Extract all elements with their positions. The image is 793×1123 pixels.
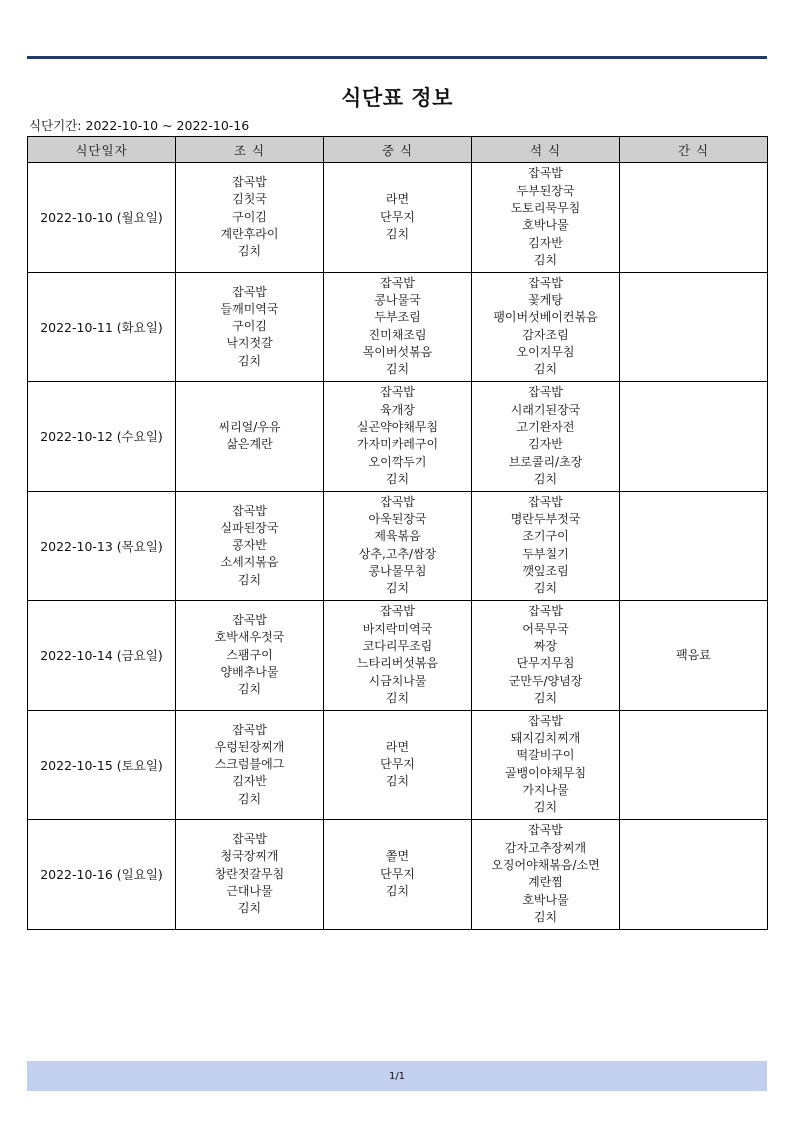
menu-item: 계란찜: [528, 875, 563, 890]
menu-item: 팽이버섯베이컨볶음: [493, 310, 598, 325]
menu-item: 목이버섯볶음: [362, 345, 433, 360]
lunch-cell: [324, 491, 472, 601]
menu-item: 김치: [533, 581, 558, 596]
menu-item: 감자조림: [522, 327, 569, 342]
date-cell: 2022-10-13 (목요일): [28, 491, 176, 601]
table-row: [28, 382, 768, 492]
menu-item: 김치: [385, 362, 410, 377]
menu-item: 골뱅이야채무침: [504, 765, 587, 780]
menu-item: 김치: [533, 690, 558, 705]
menu-item: 김치: [237, 791, 262, 806]
meal-table: [27, 136, 768, 930]
lunch-cell: [324, 382, 472, 492]
date-cell: 2022-10-11 (화요일): [28, 272, 176, 382]
menu-item: 김치: [385, 690, 410, 705]
menu-item: 김치: [237, 901, 262, 916]
menu-item: 도토리묵무침: [510, 200, 581, 215]
table-row: [28, 820, 768, 930]
menu-item: 브로콜리/초장: [508, 454, 583, 469]
menu-item: 라면: [385, 739, 410, 754]
page-indicator: 1/1: [388, 1070, 406, 1082]
menu-item: 삶은계란: [226, 437, 273, 452]
menu-item: 시금치나물: [368, 673, 427, 688]
menu-item: 호박새우젓국: [214, 630, 285, 645]
menu-item: 김치: [385, 471, 410, 486]
menu-item: 육개장: [380, 402, 415, 417]
date-cell: 2022-10-16 (일요일): [28, 820, 176, 930]
menu-item: 김치: [385, 883, 410, 898]
menu-item: 소세지볶음: [220, 555, 279, 570]
menu-item: 스크럼블에그: [214, 757, 285, 772]
dinner-cell: [472, 163, 620, 273]
table-row: [28, 710, 768, 820]
menu-item: 떡갈비구이: [516, 748, 575, 763]
dinner-cell: [472, 491, 620, 601]
menu-item: 구이김: [232, 209, 267, 224]
table-row: [28, 163, 768, 273]
menu-item: 근대나물: [226, 883, 273, 898]
breakfast-cell: [176, 163, 324, 273]
page-title: 식단표 정보: [341, 86, 453, 110]
menu-item: 김치: [533, 252, 558, 267]
dinner-cell: [472, 382, 620, 492]
menu-item: 구이김: [232, 319, 267, 334]
menu-item: 잡곡밥: [232, 284, 267, 299]
breakfast-cell: [176, 272, 324, 382]
lunch-cell: [324, 163, 472, 273]
menu-item: 김자반: [528, 437, 563, 452]
menu-item: 잡곡밥: [528, 604, 563, 619]
menu-item: 낙지젓갈: [226, 336, 273, 351]
menu-item: 김치: [533, 362, 558, 377]
menu-item: 호박나물: [522, 892, 569, 907]
menu-item: 잡곡밥: [528, 494, 563, 509]
menu-item: 호박나물: [522, 218, 569, 233]
menu-item: 쫄면: [385, 849, 410, 864]
menu-item: 명란두부젓국: [510, 512, 581, 527]
menu-item: 오이깍두기: [368, 454, 427, 469]
menu-item: 짜장: [533, 638, 558, 653]
table-row: [28, 601, 768, 711]
menu-item: 잡곡밥: [528, 713, 563, 728]
menu-item: 양배추나물: [220, 664, 279, 679]
menu-item: 잡곡밥: [380, 604, 415, 619]
menu-item: 청국장찌개: [220, 849, 279, 864]
menu-item: 스팸구이: [226, 647, 273, 662]
menu-item: 조기구이: [522, 529, 569, 544]
date-cell: 2022-10-14 (금요일): [28, 601, 176, 711]
menu-item: 김치: [385, 774, 410, 789]
dinner-cell: [472, 272, 620, 382]
menu-item: 잡곡밥: [528, 166, 563, 181]
menu-item: 팩음료: [676, 647, 711, 662]
menu-item: 김치: [533, 909, 558, 924]
menu-item: 콩자반: [232, 538, 267, 553]
snack-cell: [620, 382, 768, 492]
date-cell: 2022-10-12 (수요일): [28, 382, 176, 492]
menu-item: 잡곡밥: [380, 275, 415, 290]
menu-item: 느타리버섯볶음: [356, 656, 439, 671]
snack-cell: [620, 820, 768, 930]
menu-item: 두부된장국: [516, 183, 575, 198]
header-snack: 간 식: [620, 137, 768, 163]
breakfast-cell: [176, 382, 324, 492]
breakfast-cell: [176, 491, 324, 601]
menu-item: 돼지김치찌개: [510, 731, 581, 746]
menu-item: 오이지무침: [516, 345, 575, 360]
snack-cell: [620, 272, 768, 382]
snack-cell: [620, 491, 768, 601]
menu-item: 잡곡밥: [528, 823, 563, 838]
menu-item: 단무지: [380, 757, 415, 772]
breakfast-cell: [176, 710, 324, 820]
menu-item: 코다리무조림: [362, 638, 433, 653]
menu-item: 김자반: [232, 774, 267, 789]
menu-item: 잡곡밥: [528, 275, 563, 290]
breakfast-cell: [176, 601, 324, 711]
menu-item: 김치: [237, 244, 262, 259]
menu-item: 잡곡밥: [380, 494, 415, 509]
header-dinner: 석 식: [472, 137, 620, 163]
menu-item: 진미채조림: [368, 327, 427, 342]
menu-item: 상추,고추/쌈장: [358, 546, 437, 561]
menu-item: 오징어야채볶음/소면: [491, 857, 600, 872]
menu-item: 두부조림: [374, 310, 421, 325]
menu-item: 라면: [385, 192, 410, 207]
menu-item: 김자반: [528, 235, 563, 250]
menu-item: 창란젓갈무침: [214, 866, 285, 881]
menu-period: 식단기간: 2022-10-10 ~ 2022-10-16: [29, 118, 250, 133]
snack-cell: [620, 710, 768, 820]
menu-item: 바지락미역국: [362, 621, 433, 636]
date-cell: 2022-10-10 (월요일): [28, 163, 176, 273]
menu-item: 가자미카레구이: [356, 437, 439, 452]
page-footer: [27, 1061, 767, 1091]
menu-item: 두부칠기: [522, 546, 569, 561]
menu-item: 깻잎조림: [522, 564, 569, 579]
table-row: [28, 491, 768, 601]
menu-item: 씨리얼/우유: [218, 419, 281, 434]
menu-item: 김칫국: [232, 192, 267, 207]
menu-item: 김치: [237, 572, 262, 587]
menu-item: 단무지: [380, 866, 415, 881]
dinner-cell: [472, 820, 620, 930]
menu-item: 김치: [385, 581, 410, 596]
menu-item: 어묵무국: [522, 621, 569, 636]
menu-item: 콩나물국: [374, 293, 421, 308]
table-row: [28, 272, 768, 382]
header-breakfast: 조 식: [176, 137, 324, 163]
menu-item: 아욱된장국: [368, 512, 427, 527]
header-lunch: 중 식: [324, 137, 472, 163]
menu-item: 김치: [237, 353, 262, 368]
snack-cell: [620, 601, 768, 711]
menu-item: 잡곡밥: [380, 385, 415, 400]
menu-item: 계란후라이: [220, 226, 279, 241]
menu-item: 제육볶음: [374, 529, 421, 544]
menu-item: 가지나물: [522, 783, 569, 798]
menu-item: 잡곡밥: [528, 385, 563, 400]
menu-item: 잡곡밥: [232, 722, 267, 737]
lunch-cell: [324, 710, 472, 820]
header-rule: [27, 56, 767, 59]
snack-cell: [620, 163, 768, 273]
breakfast-cell: [176, 820, 324, 930]
menu-item: 잡곡밥: [232, 832, 267, 846]
menu-item: 실파된장국: [220, 520, 279, 535]
menu-item: 단무지무침: [516, 656, 575, 671]
menu-item: 꽃게탕: [528, 293, 563, 308]
menu-item: 김치: [533, 471, 558, 486]
dinner-cell: [472, 601, 620, 711]
lunch-cell: [324, 820, 472, 930]
menu-item: 군만두/양념장: [508, 673, 583, 688]
menu-item: 잡곡밥: [232, 175, 267, 189]
menu-item: 김치: [385, 226, 410, 241]
date-cell: 2022-10-15 (토요일): [28, 710, 176, 820]
table-header-row: [28, 137, 768, 163]
menu-item: 단무지: [380, 209, 415, 224]
menu-item: 김치: [533, 800, 558, 815]
lunch-cell: [324, 601, 472, 711]
menu-item: 우렁된장찌개: [214, 739, 285, 754]
menu-item: 시래기된장국: [510, 402, 581, 417]
header-date: 식단일자: [28, 137, 176, 163]
menu-item: 잡곡밥: [232, 503, 267, 518]
lunch-cell: [324, 272, 472, 382]
menu-item: 실곤약야채무침: [356, 419, 439, 434]
menu-item: 들깨미역국: [220, 301, 279, 316]
menu-item: 감자고추장찌개: [504, 840, 587, 855]
menu-item: 김치: [237, 682, 262, 697]
dinner-cell: [472, 710, 620, 820]
menu-item: 콩나물무침: [368, 564, 427, 579]
menu-item: 고기완자전: [516, 419, 575, 434]
table-body: [28, 163, 768, 930]
menu-item: 잡곡밥: [232, 613, 267, 627]
